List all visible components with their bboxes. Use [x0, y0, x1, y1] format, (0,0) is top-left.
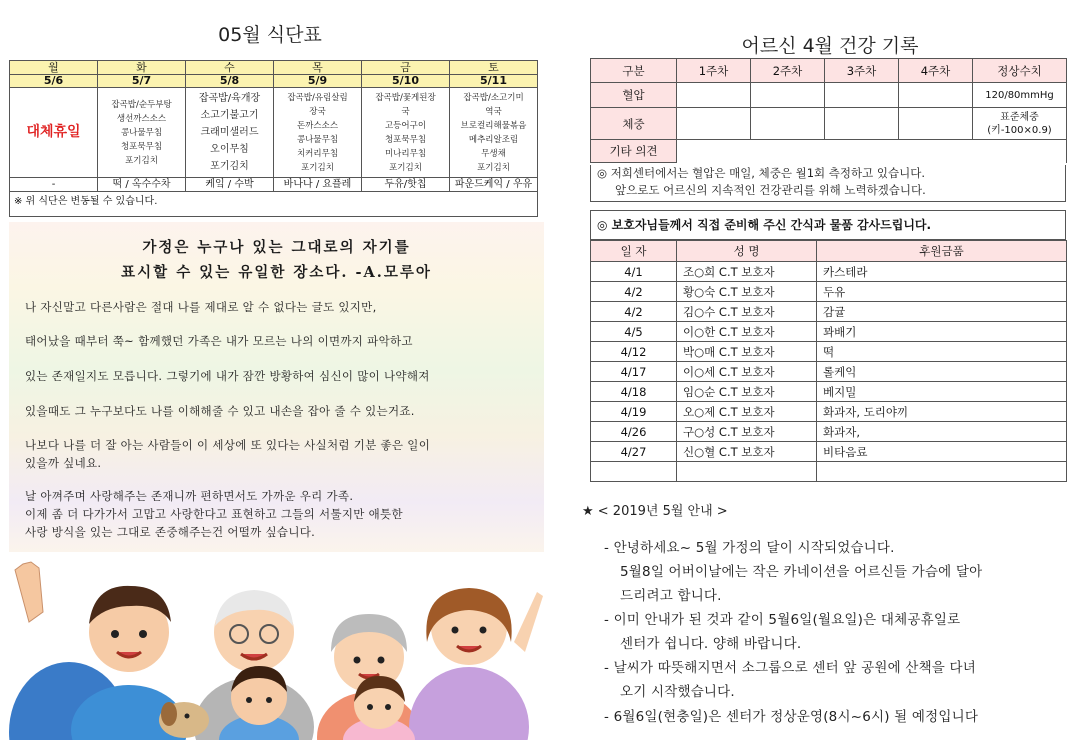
menu-item: 오이무침 [210, 144, 249, 155]
menu-item: 소고기불고기 [200, 110, 259, 121]
notice-heading: ★ < 2019년 5월 안내 > [582, 504, 728, 519]
menu-item: 미나리무침 [384, 148, 427, 159]
health-note-line-2: 앞으로도 어르신의 지속적인 건강관리를 위해 노력하겠습니다. [615, 183, 926, 197]
date-sat: 5/11 [450, 75, 538, 88]
blood-pressure-normal: 120/80mmHg [973, 83, 1067, 108]
health-record-table [590, 58, 1067, 163]
day-wed: 수 [186, 61, 274, 75]
day-sat: 토 [450, 61, 538, 75]
col-name: 성 명 [677, 241, 817, 262]
menu-item: 잡곡밥/꽃게된장 [375, 92, 436, 103]
menu-cell-thu [274, 88, 362, 178]
menu-item: 포기김치 [125, 155, 158, 166]
menu-item: 잡곡밥/육개장 [198, 93, 261, 104]
table-row: 4/26 구○성 C.T 보호자 화과자, [591, 422, 1067, 442]
health-note-line-1: ◎ 저희센터에서는 혈압은 매일, 체중은 월1회 측정하고 있습니다. [597, 166, 925, 180]
table-row: 4/2 황○숙 C.T 보호자 두유 [591, 282, 1067, 302]
table-row: 4/17 이○세 C.T 보호자 롤케익 [591, 362, 1067, 382]
day-tue: 화 [98, 61, 186, 75]
quote-line: 있을까 싶네요. [25, 456, 102, 470]
blood-pressure-row [591, 83, 1067, 108]
day-mon: 월 [10, 61, 98, 75]
date-tue: 5/7 [98, 75, 186, 88]
notice-line: 5월8일 어버이날에는 작은 카네이션을 어르신들 가슴에 달아 [620, 564, 983, 580]
menu-item: 역국 [485, 106, 502, 117]
menu-item: 브로컬리해물볶음 [460, 120, 527, 131]
header-category: 구분 [591, 59, 677, 83]
snack-tue: 떡 / 옥수수차 [98, 178, 186, 192]
menu-item: 잡곡밥/순두부탕 [111, 99, 172, 110]
snack-fri: 두유/핫칩 [362, 178, 450, 192]
weight-normal-formula: (키-100×0.9) [987, 124, 1052, 136]
quote-line: 이제 좀 더 다가가서 고맙고 사랑한다고 표현하고 그들의 서툴지만 애틋한 [25, 507, 403, 521]
date-fri: 5/10 [362, 75, 450, 88]
menu-item: 잡곡밥/소고기미 [463, 92, 524, 103]
table-row: 4/12 박○매 C.T 보호자 떡 [591, 342, 1067, 362]
col-date: 일 자 [591, 241, 677, 262]
donations-section [590, 210, 1066, 482]
menu-item: 메추리알조림 [468, 134, 519, 145]
menu-item: 무생채 [481, 148, 506, 159]
quote-title-line-1: 가정은 누구나 있는 그대로의 자기를 [142, 239, 411, 256]
blood-pressure-label: 혈압 [591, 83, 677, 108]
other-opinion-row [591, 140, 1067, 163]
col-item: 후원금품 [817, 241, 1067, 262]
quote-line: 나보다 나를 더 잘 아는 사람들이 이 세상에 또 있다는 사실처럼 기분 좋은 일이 [25, 438, 431, 452]
table-row: 4/1 조○희 C.T 보호자 카스테라 [591, 262, 1067, 282]
snack-sat: 파운드케익 / 우유 [450, 178, 538, 192]
notice-line: 오기 시작했습니다. [620, 684, 735, 700]
weight-row [591, 108, 1067, 140]
quote-line: 있는 존재일지도 모릅니다. 그렇기에 내가 잠깐 방황하여 심신이 많이 나약해져 [25, 369, 430, 383]
donations-header: ◎ 보호자님들께서 직접 준비해 주신 간식과 물품 감사드립니다. [590, 210, 1066, 240]
table-row: 4/19 오○제 C.T 보호자 화과자, 도리야끼 [591, 402, 1067, 422]
date-wed: 5/8 [186, 75, 274, 88]
family-illustration [9, 552, 544, 740]
quote-line: 태어났을 때부터 쭉~ 함께했던 가족은 내가 모르는 나의 이면까지 파악하고 [25, 334, 413, 348]
notice-line: - 날씨가 따뜻해지면서 소그룹으로 센터 앞 공원에 산책을 다녀 [604, 660, 977, 676]
day-thu: 목 [274, 61, 362, 75]
menu-item: 포기김치 [477, 162, 510, 173]
weight-label: 체중 [591, 108, 677, 140]
snack-thu: 바나나 / 요플레 [274, 178, 362, 192]
menu-item: 콩나물무침 [296, 134, 339, 145]
menu-item: 치커리무침 [296, 148, 339, 159]
menu-note-row [10, 192, 538, 208]
health-note [590, 165, 1066, 202]
notice-line: 센터가 쉽니다. 양해 바랍니다. [620, 636, 802, 652]
header-week-1: 1주차 [677, 59, 751, 83]
menu-item: 생선까스소스 [116, 113, 167, 124]
health-header-row [591, 59, 1067, 83]
menu-cell-fri [362, 88, 450, 178]
quote-line: 있을때도 그 누구보다도 나를 이해해줄 수 있고 내손을 잡아 줄 수 있는거죠. [25, 404, 415, 418]
menu-item: 국 [401, 106, 410, 117]
family-quote-panel [9, 222, 544, 552]
menu-item: 포기김치 [210, 161, 249, 172]
date-thu: 5/9 [274, 75, 362, 88]
menu-day-row [10, 61, 538, 75]
weight-normal [973, 108, 1067, 140]
menu-cell-wed [186, 88, 274, 178]
quote-line: 날 아껴주며 사랑해주는 존재니까 편하면서도 가까운 우리 가족. [25, 489, 354, 503]
menu-cell-sat [450, 88, 538, 178]
table-row: 4/18 임○순 C.T 보호자 베지밀 [591, 382, 1067, 402]
header-normal: 정상수치 [973, 59, 1067, 83]
table-row: 4/5 이○한 C.T 보호자 꽈배기 [591, 322, 1067, 342]
menu-date-row [10, 75, 538, 88]
quote-line: 사랑 방식을 있는 그대로 존중해주는건 어떨까 싶습니다. [25, 525, 316, 539]
menu-item: 청포묵무침 [120, 141, 163, 152]
health-title: 어르신 4월 건강 기록 [741, 35, 919, 57]
header-week-2: 2주차 [751, 59, 825, 83]
menu-item: 크래미샐러드 [200, 127, 259, 138]
notice-line: - 안녕하세요~ 5월 가정의 달이 시작되었습니다. [604, 540, 895, 556]
snack-mon: - [10, 178, 98, 192]
quote-title-line-2: 표시할 수 있는 유일한 장소다. -A.모루아 [121, 264, 432, 281]
table-row: 4/2 김○수 C.T 보호자 감귤 [591, 302, 1067, 322]
quote-line: 나 자신말고 다른사람은 절대 나를 제대로 알 수 없다는 글도 있지만, [25, 300, 377, 314]
menu-item: 고등어구이 [384, 120, 427, 131]
menu-item: 청포묵무침 [384, 134, 427, 145]
notice-line: 드리려고 합니다. [620, 588, 722, 604]
menu-items-row [10, 88, 538, 178]
menu-item: 포기김치 [389, 162, 422, 173]
donations-column-row [591, 241, 1067, 262]
menu-item: 콩나물무침 [120, 127, 163, 138]
menu-table [9, 60, 538, 217]
substitute-holiday: 대체휴일 [26, 123, 81, 140]
table-row [591, 462, 1067, 482]
day-fri: 금 [362, 61, 450, 75]
date-mon: 5/6 [10, 75, 98, 88]
header-week-3: 3주차 [825, 59, 899, 83]
menu-note: ※ 위 식단은 변동될 수 있습니다. [10, 192, 538, 208]
snack-wed: 케잌 / 수박 [186, 178, 274, 192]
donations-table [590, 240, 1067, 482]
table-row: 4/27 신○혈 C.T 보호자 비타음료 [591, 442, 1067, 462]
menu-item: 장국 [309, 106, 326, 117]
menu-snack-row [10, 178, 538, 192]
menu-item: 돈까스소스 [296, 120, 339, 131]
header-week-4: 4주차 [899, 59, 973, 83]
other-opinion-label: 기타 의견 [591, 140, 677, 163]
menu-item: 포기김치 [301, 162, 334, 173]
menu-cell-mon [10, 88, 98, 178]
notice-line: - 6월6일(현충일)은 센터가 정상운영(8시~6시) 될 예정입니다 [604, 709, 979, 725]
menu-title: 05월 식단표 [218, 24, 322, 46]
weight-normal-label: 표준체중 [1000, 111, 1039, 123]
notice-line: - 이미 안내가 된 것과 같이 5월6일(월요일)은 대체공휴일로 [604, 612, 961, 628]
menu-cell-tue [98, 88, 186, 178]
menu-item: 잡곡밥/유림살림 [287, 92, 348, 103]
